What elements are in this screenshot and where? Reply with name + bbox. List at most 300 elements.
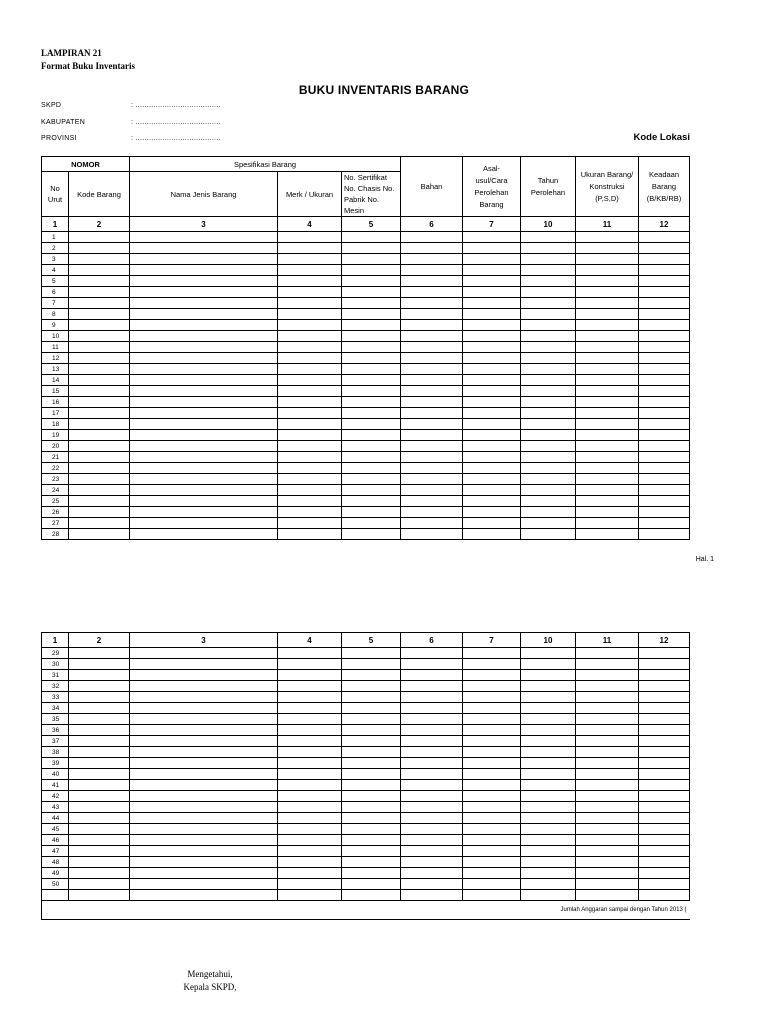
table-cell	[576, 364, 639, 375]
table-cell	[401, 857, 463, 868]
table-cell	[639, 265, 690, 276]
table-row	[42, 703, 690, 714]
table-cell	[278, 736, 342, 747]
table-cell	[521, 868, 576, 879]
table-cell	[278, 769, 342, 780]
table-cell	[576, 813, 639, 824]
row-number: 46	[42, 835, 69, 846]
table-cell	[401, 681, 463, 692]
table-cell	[521, 309, 576, 320]
table-cell	[342, 846, 401, 857]
inventory-table-page-1	[41, 156, 690, 540]
table-cell	[521, 342, 576, 353]
row-number: 13	[42, 364, 69, 375]
table-cell	[130, 813, 278, 824]
col-number: 3	[130, 633, 278, 648]
table-cell	[463, 485, 521, 496]
table-cell	[130, 692, 278, 703]
page-title: BUKU INVENTARIS BARANG	[298, 83, 470, 97]
signature-block	[0, 968, 420, 994]
table-cell	[278, 386, 342, 397]
table-cell	[342, 430, 401, 441]
table-cell	[278, 659, 342, 670]
table-cell	[521, 452, 576, 463]
table-row	[42, 824, 690, 835]
table-cell	[521, 474, 576, 485]
field-kabupaten-value: : ......................................	[131, 119, 221, 126]
table-cell	[463, 659, 521, 670]
table-cell	[463, 813, 521, 824]
col-number: 10	[521, 217, 576, 232]
table-cell	[278, 681, 342, 692]
table-cell	[463, 736, 521, 747]
table-cell	[342, 364, 401, 375]
table-cell	[463, 375, 521, 386]
table-cell	[69, 725, 130, 736]
table-cell	[278, 846, 342, 857]
table-cell	[130, 791, 278, 802]
table-cell	[69, 890, 130, 901]
col-bahan: Bahan	[401, 157, 463, 217]
table-cell	[639, 408, 690, 419]
table-cell	[278, 529, 342, 540]
table-cell	[69, 659, 130, 670]
table-cell	[342, 681, 401, 692]
row-number: 44	[42, 813, 69, 824]
col-number: 2	[69, 633, 130, 648]
table-cell	[463, 386, 521, 397]
table-row	[42, 441, 690, 452]
table-cell	[576, 681, 639, 692]
table-cell	[639, 868, 690, 879]
table-cell	[401, 232, 463, 243]
table-cell	[401, 496, 463, 507]
table-cell	[401, 670, 463, 681]
table-cell	[463, 287, 521, 298]
table-cell	[639, 507, 690, 518]
row-number: 24	[42, 485, 69, 496]
table-row	[42, 287, 690, 298]
row-number: 19	[42, 430, 69, 441]
table-cell	[401, 474, 463, 485]
table-cell	[401, 529, 463, 540]
table-cell	[463, 265, 521, 276]
table-row	[42, 298, 690, 309]
table-cell	[69, 824, 130, 835]
table-cell	[69, 485, 130, 496]
col-merk-ukuran: Merk / Ukuran	[278, 172, 342, 217]
table-cell	[521, 758, 576, 769]
table-cell	[130, 758, 278, 769]
col-nama-jenis: Nama Jenis Barang	[130, 172, 278, 217]
table-cell	[278, 507, 342, 518]
table-cell	[639, 780, 690, 791]
table-row	[42, 714, 690, 725]
table-cell	[401, 714, 463, 725]
table-cell	[576, 529, 639, 540]
row-number: 18	[42, 419, 69, 430]
table-cell	[463, 747, 521, 758]
table-row	[42, 747, 690, 758]
table-cell	[639, 331, 690, 342]
table-cell	[130, 254, 278, 265]
table-cell	[69, 452, 130, 463]
table-cell	[130, 375, 278, 386]
table-cell	[576, 441, 639, 452]
table-cell	[130, 681, 278, 692]
table-cell	[278, 353, 342, 364]
table-cell	[69, 397, 130, 408]
table-cell	[69, 265, 130, 276]
table-cell	[130, 419, 278, 430]
table-row	[42, 879, 690, 890]
table-cell	[130, 846, 278, 857]
table-cell	[463, 857, 521, 868]
table-cell	[463, 725, 521, 736]
table-cell	[69, 309, 130, 320]
table-cell	[69, 835, 130, 846]
table-cell	[342, 232, 401, 243]
table-cell	[521, 824, 576, 835]
table-cell	[639, 879, 690, 890]
table-cell	[576, 518, 639, 529]
table-cell	[278, 758, 342, 769]
table-cell	[130, 397, 278, 408]
table-cell	[342, 736, 401, 747]
col-no-urut: No Urut	[42, 172, 69, 217]
table-cell	[401, 802, 463, 813]
table-cell	[342, 813, 401, 824]
table-cell	[342, 758, 401, 769]
table-cell	[278, 868, 342, 879]
table-cell	[69, 846, 130, 857]
table-cell	[342, 485, 401, 496]
table-cell	[401, 692, 463, 703]
table-cell	[130, 474, 278, 485]
table-row	[42, 375, 690, 386]
table-cell	[69, 287, 130, 298]
table-cell	[401, 243, 463, 254]
table-cell	[463, 331, 521, 342]
table-cell	[521, 769, 576, 780]
table-row	[42, 485, 690, 496]
table-cell	[463, 648, 521, 659]
table-cell	[401, 648, 463, 659]
table-cell	[342, 824, 401, 835]
table-cell	[130, 265, 278, 276]
table-row	[42, 846, 690, 857]
table-cell	[463, 692, 521, 703]
table-cell	[69, 518, 130, 529]
table-cell	[639, 518, 690, 529]
col-number: 1	[42, 633, 69, 648]
table-cell	[130, 408, 278, 419]
col-number: 1	[42, 217, 69, 232]
table-cell	[639, 463, 690, 474]
table-cell	[401, 758, 463, 769]
table-cell	[278, 802, 342, 813]
col-number: 11	[576, 633, 639, 648]
table-cell	[130, 342, 278, 353]
table-cell	[639, 386, 690, 397]
table-cell	[463, 868, 521, 879]
table-cell	[401, 331, 463, 342]
table-cell	[401, 659, 463, 670]
row-number: 12	[42, 353, 69, 364]
table-cell	[342, 441, 401, 452]
table-cell	[576, 309, 639, 320]
table-cell	[278, 430, 342, 441]
table-cell	[576, 769, 639, 780]
table-cell	[521, 364, 576, 375]
table-cell	[521, 802, 576, 813]
table-cell	[576, 890, 639, 901]
row-number: 23	[42, 474, 69, 485]
table-cell	[130, 320, 278, 331]
table-cell	[69, 813, 130, 824]
table-cell	[130, 232, 278, 243]
table-cell	[278, 791, 342, 802]
table-cell	[69, 419, 130, 430]
table-cell	[639, 419, 690, 430]
table-cell	[401, 703, 463, 714]
table-row	[42, 386, 690, 397]
table-cell	[69, 298, 130, 309]
row-number: 34	[42, 703, 69, 714]
table-row	[42, 725, 690, 736]
row-number: 9	[42, 320, 69, 331]
table-cell	[401, 408, 463, 419]
table-cell	[401, 780, 463, 791]
row-number: 38	[42, 747, 69, 758]
table-cell	[639, 802, 690, 813]
table-row	[42, 397, 690, 408]
table-cell	[342, 802, 401, 813]
table-cell	[342, 769, 401, 780]
table-cell	[69, 857, 130, 868]
table-cell	[521, 232, 576, 243]
table-cell	[463, 835, 521, 846]
row-number: 2	[42, 243, 69, 254]
table-cell	[69, 681, 130, 692]
table-cell	[401, 254, 463, 265]
table-cell	[69, 529, 130, 540]
table-cell	[639, 890, 690, 901]
table-cell	[69, 463, 130, 474]
table-row	[42, 507, 690, 518]
row-number: 42	[42, 791, 69, 802]
table-cell	[278, 670, 342, 681]
table-cell	[576, 648, 639, 659]
table-cell	[401, 441, 463, 452]
table-cell	[521, 703, 576, 714]
table-row	[42, 736, 690, 747]
table-cell	[69, 441, 130, 452]
table-cell	[639, 430, 690, 441]
table-cell	[342, 474, 401, 485]
table-cell	[278, 375, 342, 386]
table-cell	[342, 452, 401, 463]
table-cell	[576, 824, 639, 835]
table-cell	[401, 452, 463, 463]
table-cell	[639, 659, 690, 670]
table-row	[42, 769, 690, 780]
table-cell	[130, 890, 278, 901]
table-cell	[342, 331, 401, 342]
table-cell	[278, 780, 342, 791]
row-number: 39	[42, 758, 69, 769]
table-cell	[342, 265, 401, 276]
table-cell	[576, 408, 639, 419]
table-cell	[576, 243, 639, 254]
table-cell	[639, 747, 690, 758]
table-cell	[576, 496, 639, 507]
table-cell	[342, 353, 401, 364]
table-cell	[278, 857, 342, 868]
table-cell	[278, 419, 342, 430]
table-cell	[401, 835, 463, 846]
table-cell	[576, 857, 639, 868]
table-row	[42, 529, 690, 540]
table-cell	[576, 375, 639, 386]
sign-mengetahui: Mengetahui,	[187, 969, 233, 979]
table-cell	[278, 397, 342, 408]
table-cell	[463, 769, 521, 780]
table-cell	[463, 441, 521, 452]
table-cell	[576, 331, 639, 342]
table-cell	[576, 802, 639, 813]
row-number: 6	[42, 287, 69, 298]
table-cell	[576, 430, 639, 441]
table-cell	[576, 714, 639, 725]
table-cell	[401, 397, 463, 408]
table-cell	[576, 703, 639, 714]
kode-lokasi-label: Kode Lokasi	[633, 132, 690, 143]
table-cell	[463, 309, 521, 320]
table-cell	[342, 276, 401, 287]
table-cell	[401, 276, 463, 287]
table-cell	[130, 353, 278, 364]
table-cell	[69, 342, 130, 353]
row-number: 20	[42, 441, 69, 452]
table-cell	[342, 791, 401, 802]
table-cell	[69, 232, 130, 243]
table-row	[42, 243, 690, 254]
table-cell	[463, 670, 521, 681]
row-number: 4	[42, 265, 69, 276]
field-provinsi: PROVINSI : ......................................	[41, 135, 221, 142]
table-cell	[576, 287, 639, 298]
table-cell	[130, 725, 278, 736]
table-cell	[342, 648, 401, 659]
table-cell	[463, 243, 521, 254]
table-cell	[69, 769, 130, 780]
row-number: 26	[42, 507, 69, 518]
table-row	[42, 452, 690, 463]
format-label: Format Buku Inventaris	[41, 61, 136, 71]
table-cell	[401, 736, 463, 747]
col-number: 3	[130, 217, 278, 232]
table-row	[42, 254, 690, 265]
table-cell	[401, 507, 463, 518]
table-cell	[342, 375, 401, 386]
table-cell	[463, 681, 521, 692]
table-row	[42, 265, 690, 276]
table-cell	[576, 232, 639, 243]
table-cell	[463, 714, 521, 725]
table-cell	[401, 342, 463, 353]
table-row	[42, 857, 690, 868]
field-kabupaten: KABUPATEN : ......................................	[41, 119, 221, 126]
table-cell	[576, 692, 639, 703]
table-cell	[576, 485, 639, 496]
table-cell	[401, 769, 463, 780]
table-cell	[463, 780, 521, 791]
table-cell	[130, 780, 278, 791]
col-tahun-perolehan: Tahun Perolehan	[521, 157, 576, 217]
table-cell	[278, 342, 342, 353]
table-cell	[401, 824, 463, 835]
row-number: 8	[42, 309, 69, 320]
table-cell	[278, 463, 342, 474]
table-cell	[69, 474, 130, 485]
table-row	[42, 780, 690, 791]
table-cell	[130, 529, 278, 540]
table-cell	[576, 659, 639, 670]
col-number: 6	[401, 217, 463, 232]
table-cell	[639, 835, 690, 846]
table-cell	[130, 430, 278, 441]
row-number: 11	[42, 342, 69, 353]
table-cell	[463, 364, 521, 375]
table-row	[42, 758, 690, 769]
table-cell	[639, 320, 690, 331]
table-cell	[576, 386, 639, 397]
lampiran-header	[41, 47, 135, 73]
table-cell	[639, 375, 690, 386]
table-cell	[130, 736, 278, 747]
table-cell	[639, 736, 690, 747]
table-cell	[69, 670, 130, 681]
table-cell	[576, 397, 639, 408]
table-cell	[463, 802, 521, 813]
row-number: 36	[42, 725, 69, 736]
table-cell	[278, 485, 342, 496]
table-cell	[639, 813, 690, 824]
table-cell	[278, 287, 342, 298]
table-row	[42, 670, 690, 681]
table-cell	[278, 276, 342, 287]
table-cell	[69, 496, 130, 507]
table-cell	[463, 758, 521, 769]
table-cell	[69, 353, 130, 364]
col-keadaan: Keadaan Barang (B/KB/RB)	[639, 157, 690, 217]
table-cell	[463, 496, 521, 507]
table-cell	[342, 342, 401, 353]
table-cell	[278, 452, 342, 463]
table-row	[42, 648, 690, 659]
table-cell	[463, 824, 521, 835]
table-cell	[639, 670, 690, 681]
field-skpd-value: : ......................................	[131, 102, 221, 109]
table-cell	[69, 375, 130, 386]
table-cell	[69, 879, 130, 890]
table-row	[42, 342, 690, 353]
table-cell	[639, 243, 690, 254]
table-cell	[639, 364, 690, 375]
table-cell	[401, 890, 463, 901]
row-number: 29	[42, 648, 69, 659]
